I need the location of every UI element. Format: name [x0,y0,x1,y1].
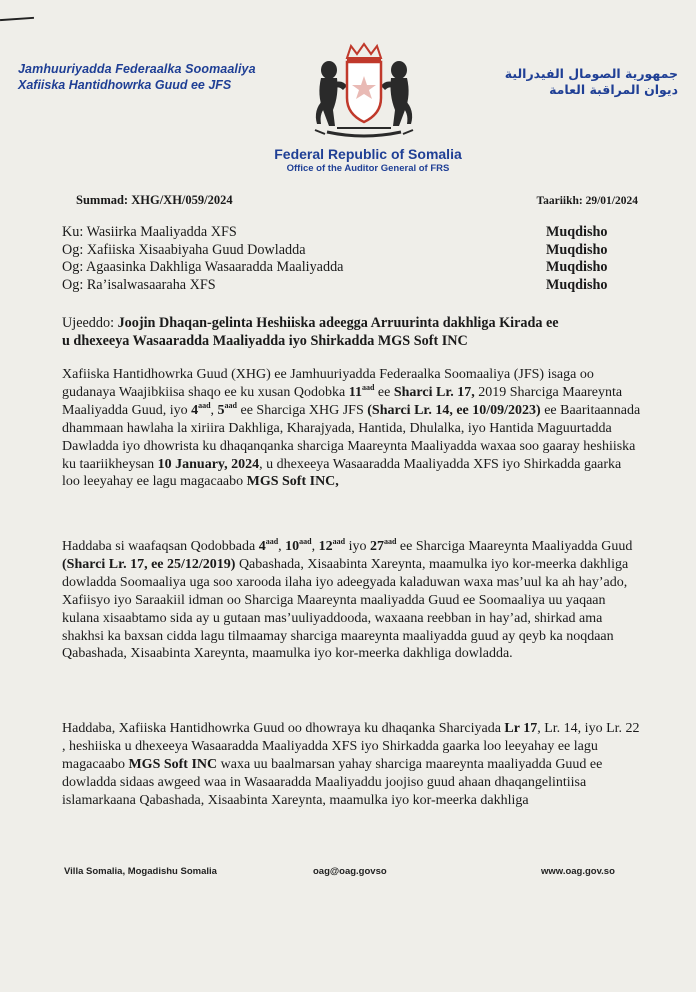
letterhead-english [0,146,696,174]
letterhead-republic: Jamhuuriyadda Federaalka Soomaaliya [18,62,256,76]
text-run: (Sharci Lr. 14, ee 10/09/2023) [367,402,541,418]
letterhead-somali [18,62,303,92]
letterhead-office: Xafiiska Hantidhowrka Guud ee JFS [18,78,232,92]
text-run: Xafiiska Hantidhowrka Guud (XHG) ee Jamhuuriyadda Federaalka Soomaaliya (JFS) isaga oo gudanaya Waajibkiisa shaqo ee ku xusan Qodobka [62,367,594,400]
text-run: Qabashada, Xisaabinta Xareynta, maamulka iyo kor-meerka dakhliga dowladda Soomaaliya uga soo xarooda ilaha iyo adeegyada kaladuwan waxa mas’uul ka ah hay’ado, Xafiisyo iyo Saraakiil idman oo Sharciga Maareynta maaliyadda Guud ee Soomaaliya uu yaqaan kulana xisaabtamo sida ay u gutaan mas’uuliyaddooda, waxaana reebban in hay’ad, shirkad ama shakhsi ka baxsan cidda lagu tilmaamay sharciga maareynta maaliyadda guud ay qeyb ka noqdaan Qabashada, Xisaabinta Xareynta, maamulka iyo kor-meerka dakhliga dowladda. [62,556,629,662]
letter-date: Taariikh: 29/01/2024 [536,195,638,207]
addressee-row [62,242,622,260]
text-run: 2019 Sharciga Maareynta Maaliyadda Guud, iyo [62,384,623,418]
scan-mark [0,17,34,21]
text-run: (Sharci Lr. 17, ee 25/12/2019) [62,556,236,572]
addressee-label: Og: Xafiiska Xisaabiyaha Guud Dowladda [62,241,306,258]
text-run: , [210,402,218,418]
text-run: iyo [345,539,370,554]
text-run: , [278,539,286,554]
addressee-label: Og: Agaasinka Dakhliga Wasaaradda Maaliyadda [62,259,344,276]
text-run: 4 [191,402,199,418]
text-run: Lr 17 [504,721,538,736]
paragraph-2 [62,538,642,663]
letterhead-arabic-office: ديوان المراقبة العامة [549,82,678,97]
text-run: ee [374,384,394,400]
subject-label: Ujeeddo: [62,315,115,331]
footer-website: www.oag.gov.so [541,866,615,877]
text-run: aad [361,382,375,392]
subject-line [62,314,642,350]
text-run: MGS Soft INC, [246,474,339,490]
text-run: , u dhexeeya Wasaaradda Maaliyadda XFS iyo Shirkadda gaarka loo leeyahay ee lagu magacaabo [62,456,622,490]
text-run: waxa uu baalmarsan yahay sharciga maareynta maaliyadda Guud ee dowladda sidaas awgeed waa in Wasaaradda Maaliyaddu joojiso guud ahaan dhaqangelintiisa islamarkaana Qabashada, Xisaabinta Xareynta, maamulka iyo kor-meerka dakhliga [62,756,603,808]
text-run: ee Sharciga XHG JFS [237,402,368,418]
coat-of-arms-icon [307,40,421,140]
paragraph-1 [62,366,642,491]
letterhead-arabic-republic: جمهورية الصومال الفيدرالية [504,66,678,81]
paragraph-3 [62,720,642,810]
addressee-place: Muqdisho [546,241,608,258]
text-run: ee Sharciga Maareynta Maaliyadda Guud [396,539,633,554]
text-run: 4 [258,539,266,554]
subject-text-2: u dhexeeya Wasaaradda Maaliyadda iyo Shirkadda MGS Soft INC [62,333,468,349]
addressee-place: Muqdisho [546,277,608,294]
text-run: aad [299,537,312,546]
addressee-place: Muqdisho [546,224,608,240]
reference-number: Summad: XHG/XH/059/2024 [76,193,233,207]
text-run: 12 [318,539,333,554]
addressee-row [62,277,622,295]
addressee-row [62,224,622,242]
text-run: , [311,539,319,554]
footer-address: Villa Somalia, Mogadishu Somalia [64,866,217,877]
text-run: aad [198,400,211,410]
text-run: 11 [348,384,362,400]
footer-email: oag@oag.govso [313,866,387,877]
addressee-place: Muqdisho [546,259,608,276]
addressee-row [62,259,622,277]
addressee-label: Ku: Wasiirka Maaliyadda XFS [62,224,237,240]
text-run: 10 January, 2024 [157,456,260,472]
text-run: ee Baaritaannada dhammaan hawlaha la xiriira Dakhliga, Kharajyada, Hantida, Dhulalka, iyo Hantida Maguurtadda Dawladda iyo dhowrista ku dhaqanqanka sharciga Maareynta Maaliyadda waxaa soo gaaray heshiiska ku taariikheysan [62,402,641,472]
text-run: aad [383,537,397,546]
text-run: Sharci Lr. 17, [393,384,475,400]
addressee-label: Og: Ra’isalwasaaraha XFS [62,277,216,294]
letterhead-arabic [453,66,678,98]
addressee-list [62,224,622,295]
text-run: aad [332,537,346,546]
text-run: aad [224,400,237,410]
text-run: , Lr. 14, iyo Lr. 22 , heshiiska u dhexeeya Wasaaradda Maaliyadda XFS iyo Shirkadda gaarka loo leeyahay ee lagu magacaabo [62,721,640,772]
text-run: MGS Soft INC [128,756,218,772]
text-run: Haddaba si waafaqsan Qodobbada [62,539,259,554]
text-run: 5 [217,402,225,418]
letterhead-english-title: Federal Republic of Somalia [274,146,462,162]
text-run: Haddaba, Xafiiska Hantidhowrka Guud oo dhowraya ku dhaqanka Sharciyada [62,721,505,736]
subject-text-1: Joojin Dhaqan-gelinta Heshiiska adeegga Arruurinta dakhliga Kirada ee [117,315,559,331]
text-run: 10 [285,539,300,554]
letterhead-english-subtitle: Office of the Auditor General of FRS [286,163,450,174]
text-run: aad [265,537,279,546]
text-run: 27 [369,539,384,554]
